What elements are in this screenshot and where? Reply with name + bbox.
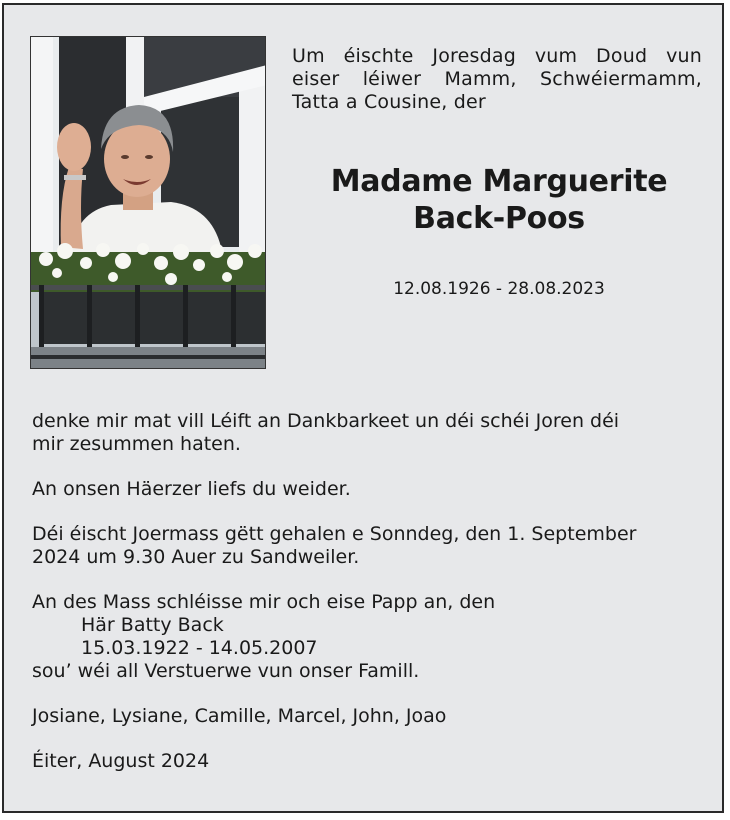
paragraph-thanks-line-1: denke mir mat vill Léift an Dankbarkeet un déi schéi Joren déi [32, 410, 620, 432]
intro-line-3: Tatta a Cousine, der [292, 91, 486, 113]
intro-line-2: eiser léiwer Mamm, Schwéiermamm, [292, 68, 702, 90]
intro-text [292, 45, 702, 114]
paragraph-thanks-line-2: mir zesummen haten. [32, 433, 241, 455]
deceased-dates: 12.08.1926 - 28.08.2023 [393, 279, 605, 299]
place-date: Éiter, August 2024 [32, 750, 210, 772]
portrait-photo [30, 36, 266, 369]
paragraph-mass-line-2: 2024 um 9.30 Auer zu Sandweiler. [32, 546, 360, 568]
father-name: Här Batty Back [81, 614, 224, 636]
family-names: Josiane, Lysiane, Camille, Marcel, John, Joao [32, 705, 447, 727]
paragraph-mass-line-1: Déi éischt Joermass gëtt gehalen e Sonndeg, den 1. September [32, 523, 637, 545]
paragraph-father-line-2: sou’ wéi all Verstuerwe vun onser Famill. [32, 660, 420, 682]
intro-line-1: Um éischte Joresdag vum Doud vun [292, 45, 702, 67]
body-text [32, 410, 712, 795]
obituary-card [2, 3, 724, 813]
father-dates: 15.03.1922 - 14.05.2007 [81, 637, 318, 659]
paragraph-father [32, 591, 712, 683]
paragraph-mass [32, 523, 712, 569]
portrait-illustration [31, 37, 266, 369]
paragraph-thanks [32, 410, 712, 456]
deceased-name [294, 163, 704, 237]
paragraph-father-line-1: An des Mass schléisse mir och eise Papp an, den [32, 591, 496, 613]
deceased-name-line-2: Back-Poos [413, 201, 585, 236]
paragraph-hearts: An onsen Häerzer liefs du weider. [32, 478, 351, 500]
deceased-name-line-1: Madame Marguerite [330, 164, 668, 199]
